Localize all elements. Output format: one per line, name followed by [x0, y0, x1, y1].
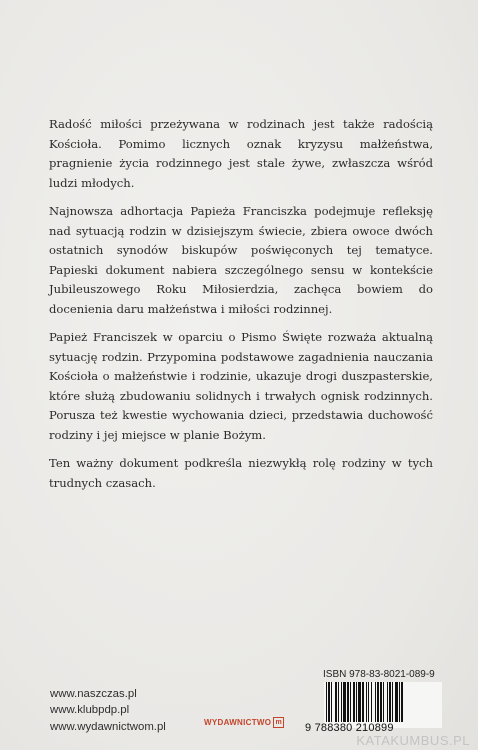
link-wydawnictwom: www.wydawnictwom.pl [50, 720, 166, 733]
barcode-bar [399, 682, 400, 722]
barcode-bar [395, 682, 398, 722]
barcode-bar [366, 682, 367, 722]
paragraph-3: Papież Franciszek w oparciu o Pismo Święte rozważa aktualną sytuację rodzin. Przypomina podstawowe zagadnienia nauczania Kościoła o małżeństwie i rodzinie, ukazuje drogi duszpasterskie, które służą zbudowaniu solidnych i trwałych ognisk rodzinnych. Porusza też kwestie wychowania dzieci, przedstawia duchowość rodziny i jej miejsce w planie Bożym. [49, 330, 433, 442]
publisher-m-icon: m [273, 717, 284, 728]
website-links [50, 686, 166, 735]
publisher-name: WYDAWNICTWO [204, 718, 272, 727]
barcode-bar [335, 682, 337, 722]
barcode-bar [350, 682, 351, 722]
barcode-bar [387, 682, 388, 722]
paragraph-2: Najnowsza adhortacja Papieża Franciszka podejmuje refleksję nad sytuacją rodzin w dzisiejszym świecie, zbiera owoce dwóch ostatnich synodów biskupów poświęconych tej tematyce. Papieski dokument nabiera szczególnego sensu w kontekście Jubileuszowego Roku Miłosierdzia, zachęca bowiem do docenienia daru małżeństwa i miłości rodzinnej. [49, 204, 433, 316]
barcode-bar [383, 682, 384, 722]
cover-description [49, 115, 433, 502]
barcode-bar [389, 682, 391, 722]
barcode-bar [380, 682, 382, 722]
barcode-digits: 9 788380 210899 [305, 722, 394, 734]
barcode-bar [326, 682, 327, 722]
barcode-bar [331, 682, 332, 722]
publisher-logo [204, 717, 284, 728]
barcode-bar [377, 682, 379, 722]
barcode-bar [358, 682, 361, 722]
barcode-bar [362, 682, 364, 722]
paragraph-4: Ten ważny dokument podkreśla niezwykłą rolę rodziny w tych trudnych czasach. [49, 456, 433, 490]
barcode-bars-icon [324, 682, 442, 722]
barcode-bar [347, 682, 349, 722]
watermark: KATAKUMBUS.PL [356, 733, 470, 748]
barcode-bar [375, 682, 376, 722]
isbn-label: ISBN 978-83-8021-089-9 [323, 669, 435, 680]
barcode-bar [341, 682, 342, 722]
barcode-bar [353, 682, 355, 722]
barcode-bar [368, 682, 369, 722]
barcode-bar [371, 682, 372, 722]
barcode-bar [401, 682, 403, 722]
link-naszczas: www.naszczas.pl [50, 688, 137, 700]
barcode-bar [338, 682, 339, 722]
barcode-bar [328, 682, 330, 722]
barcode-bar [392, 682, 393, 722]
paragraph-1: Radość miłości przeżywana w rodzinach jest także radością Kościoła. Pomimo licznych oznak kryzysu małżeństwa, pragnienie życia rodzinnego jest stale żywe, zwłaszcza wśród ludzi młodych. [49, 117, 433, 190]
barcode-bar [356, 682, 357, 722]
link-klubpdp: www.klubpdp.pl [50, 704, 130, 717]
barcode-bar [343, 682, 346, 722]
